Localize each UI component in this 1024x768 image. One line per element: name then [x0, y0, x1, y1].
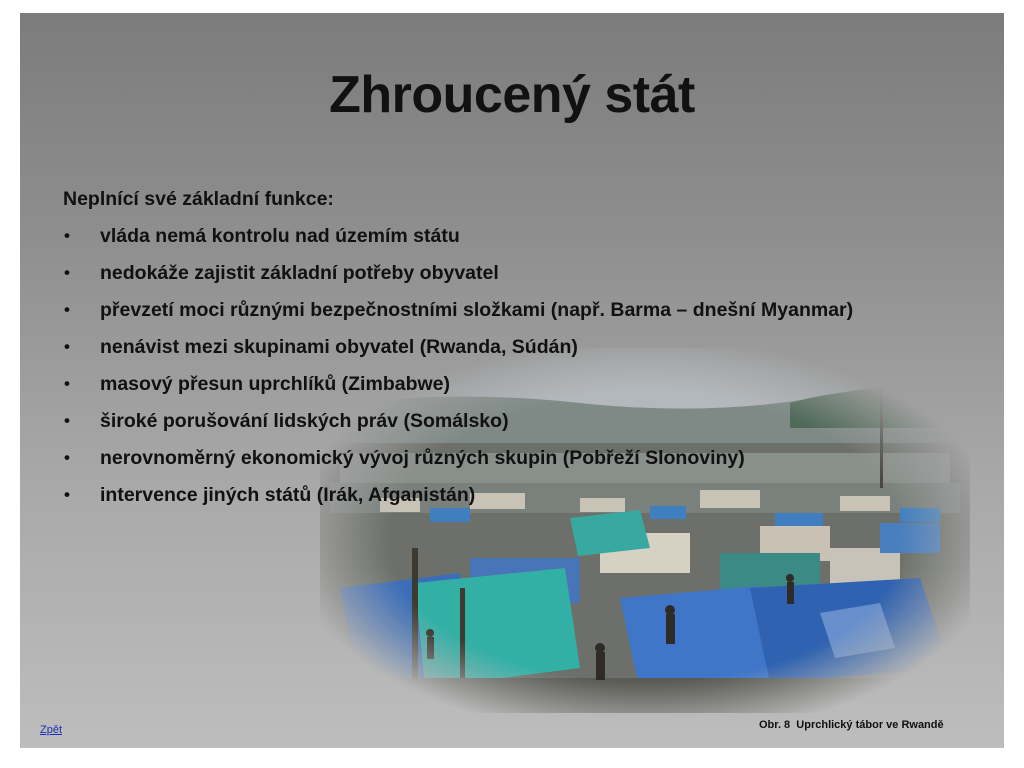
list-item-text: nenávist mezi skupinami obyvatel (Rwanda, Súdán) — [100, 336, 578, 358]
slide-title: Zhroucený stát — [329, 66, 695, 124]
bullet-icon: • — [64, 300, 70, 319]
list-item — [63, 333, 983, 370]
list-item — [63, 444, 983, 481]
bullet-icon: • — [64, 448, 70, 467]
list-item-text: nedokáže zajistit základní potřeby obyvatel — [100, 262, 499, 284]
slide-content — [63, 185, 983, 518]
list-item-text: široké porušování lidských práv (Somálsko) — [100, 410, 509, 432]
list-item-text: nerovnoměrný ekonomický vývoj různých skupin (Pobřeží Slonoviny) — [100, 447, 745, 469]
bullet-icon: • — [64, 337, 70, 356]
list-item-text: vláda nemá kontrolu nad územím státu — [100, 225, 460, 247]
back-link[interactable]: Zpět — [40, 724, 63, 736]
list-item — [63, 370, 983, 407]
list-item — [63, 259, 983, 296]
photo-caption: Obr. 8 Uprchlický tábor ve Rwandě — [759, 719, 944, 731]
list-item-text: intervence jiných států (Irák, Afganistán) — [100, 484, 476, 506]
list-item — [63, 222, 983, 259]
intro-text: Neplnící své základní funkce: — [63, 188, 334, 210]
list-item — [63, 481, 983, 518]
bullet-icon: • — [64, 226, 70, 245]
bullet-icon: • — [64, 485, 70, 504]
list-item — [63, 407, 983, 444]
list-item — [63, 296, 983, 333]
bullet-icon: • — [64, 411, 70, 430]
bullet-list — [63, 222, 983, 518]
bullet-icon: • — [64, 374, 70, 393]
list-item-text: masový přesun uprchlíků (Zimbabwe) — [100, 373, 450, 395]
slide — [20, 13, 1004, 748]
list-item-text: převzetí moci různými bezpečnostními složkami (např. Barma – dnešní Myanmar) — [100, 299, 854, 321]
bullet-icon: • — [64, 263, 70, 282]
